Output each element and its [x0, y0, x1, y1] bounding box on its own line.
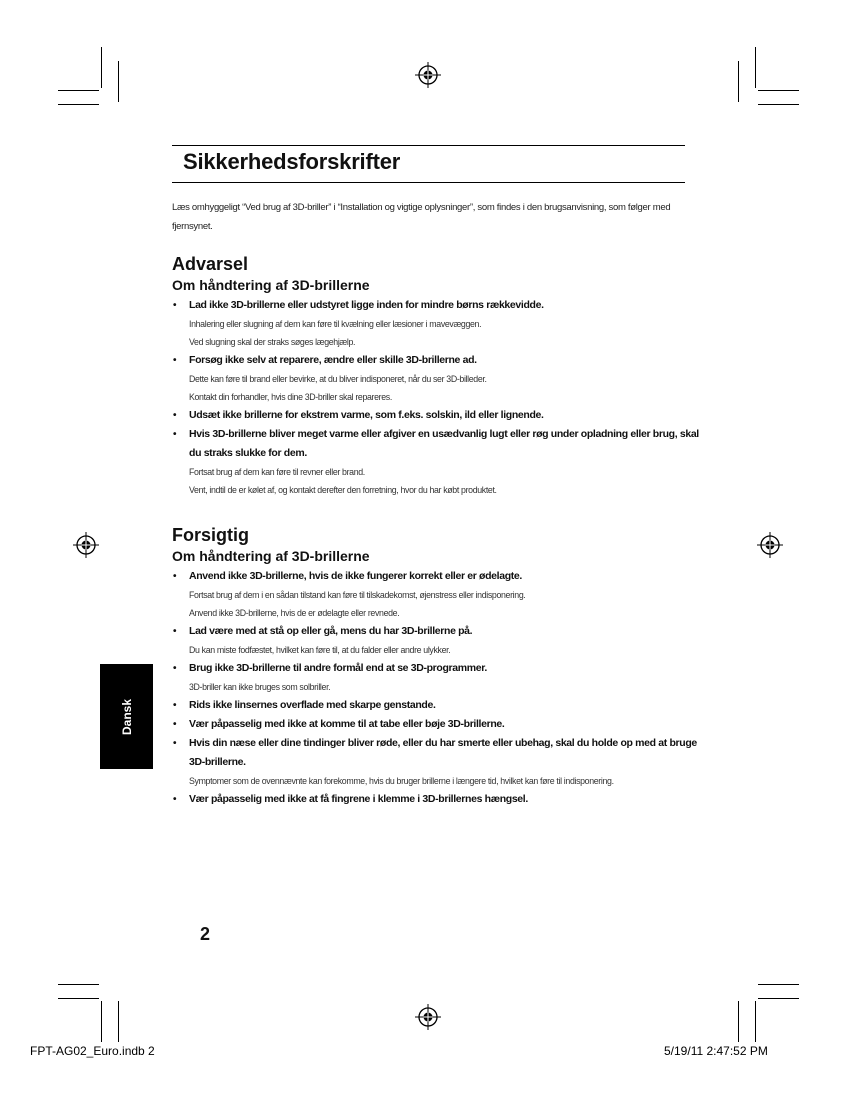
caution-list: [172, 567, 702, 809]
item-heading: Vær påpasselig med ikke at komme til at tabe eller bøje 3D-brillerne.: [189, 718, 505, 730]
item-note: Ved slugning skal der straks søges lægehjælp.: [189, 337, 356, 347]
item-heading: Lad ikke 3D-brillerne eller udstyret ligge inden for mindre børns rækkevidde.: [189, 299, 544, 311]
bullet-icon: •: [173, 571, 177, 582]
warning-section: [172, 253, 702, 499]
item-heading: Vær påpasselig med ikke at få fingrene i klemme i 3D-brillernes hængsel.: [189, 793, 528, 805]
page-number: 2: [200, 924, 211, 944]
bullet-icon: •: [173, 719, 177, 730]
warning-subheading: Om håndtering af 3D-brillerne: [172, 277, 370, 293]
item-note: Kontakt din forhandler, hvis dine 3D-briller skal repareres.: [189, 392, 392, 402]
item-note: Vent, indtil de er kølet af, og kontakt derefter den forretning, hvor du har købt produktet.: [189, 485, 497, 495]
item-heading: Anvend ikke 3D-brillerne, hvis de ikke fungerer korrekt eller er ødelagte.: [189, 570, 522, 582]
caution-section: [172, 524, 702, 809]
bullet-icon: •: [173, 410, 177, 421]
bullet-icon: •: [173, 794, 177, 805]
item-note: Symptomer som de ovennævnte kan forekomme, hvis du bruger brillerne i længere tid, hvilket kan føre til indisponering.: [189, 776, 614, 786]
list-item: [172, 406, 702, 425]
bullet-icon: •: [173, 700, 177, 711]
footer-file-info: FPT-AG02_Euro.indb 2: [30, 1044, 155, 1058]
list-item: [172, 696, 702, 715]
item-note: Dette kan føre til brand eller bevirke, at du bliver indisponeret, når du ser 3D-billeder.: [189, 374, 487, 384]
page-title: Sikkerhedsforskrifter: [183, 149, 401, 174]
intro-text: Læs omhyggeligt “Ved brug af 3D-briller” i “Installation og vigtige oplysninger”, som findes i den brugsanvisning, som følger med fjernsynet.: [172, 202, 671, 232]
bullet-icon: •: [173, 429, 177, 440]
item-note: 3D-briller kan ikke bruges som solbriller.: [189, 682, 331, 692]
language-tab: [100, 664, 153, 769]
list-item: [172, 351, 702, 406]
item-note: Fortsat brug af dem kan føre til revner eller brand.: [189, 467, 365, 477]
item-heading: Lad være med at stå op eller gå, mens du har 3D-brillerne på.: [189, 625, 473, 637]
footer-timestamp: 5/19/11 2:47:52 PM: [664, 1044, 768, 1058]
warning-heading: Advarsel: [172, 254, 249, 274]
registration-mark-icon: [415, 1004, 441, 1030]
item-note: Fortsat brug af dem i en sådan tilstand kan føre til tilskadekomst, øjenstress eller indisponering.: [189, 590, 526, 600]
list-item: [172, 790, 702, 809]
list-item: [172, 734, 702, 790]
item-note: Inhalering eller slugning af dem kan føre til kvælning eller læsioner i mavevæggen.: [189, 319, 482, 329]
list-item: [172, 715, 702, 734]
list-item: [172, 622, 702, 659]
item-heading: Hvis din næse eller dine tindinger bliver røde, eller du har smerte eller ubehag, skal du holde op med at bruge 3D-brillerne.: [189, 737, 697, 768]
bullet-icon: •: [173, 300, 177, 311]
registration-mark-icon: [73, 532, 99, 558]
warning-list: [172, 296, 702, 499]
list-item: [172, 425, 702, 499]
item-note: Du kan miste fodfæstet, hvilket kan føre til, at du falder eller andre ulykker.: [189, 645, 451, 655]
caution-subheading: Om håndtering af 3D-brillerne: [172, 548, 370, 564]
list-item: [172, 296, 702, 351]
item-heading: Brug ikke 3D-brillerne til andre formål end at se 3D-programmer.: [189, 662, 487, 674]
registration-mark-icon: [415, 62, 441, 88]
bullet-icon: •: [173, 738, 177, 749]
item-heading: Rids ikke linsernes overflade med skarpe genstande.: [189, 699, 436, 711]
registration-mark-icon: [757, 532, 783, 558]
caution-heading: Forsigtig: [172, 525, 249, 545]
item-heading: Forsøg ikke selv at reparere, ændre eller skille 3D-brillerne ad.: [189, 354, 477, 366]
list-item: [172, 659, 702, 696]
language-tab-label: Dansk: [119, 698, 134, 735]
title-box: [172, 145, 685, 183]
bullet-icon: •: [173, 663, 177, 674]
item-heading: Hvis 3D-brillerne bliver meget varme eller afgiver en usædvanlig lugt eller røg under opladning eller brug, skal du straks slukke for dem.: [189, 428, 699, 459]
item-note: Anvend ikke 3D-brillerne, hvis de er ødelagte eller revnede.: [189, 608, 400, 618]
bullet-icon: •: [173, 355, 177, 366]
list-item: [172, 567, 702, 622]
item-heading: Udsæt ikke brillerne for ekstrem varme, som f.eks. solskin, ild eller lignende.: [189, 409, 544, 421]
bullet-icon: •: [173, 626, 177, 637]
